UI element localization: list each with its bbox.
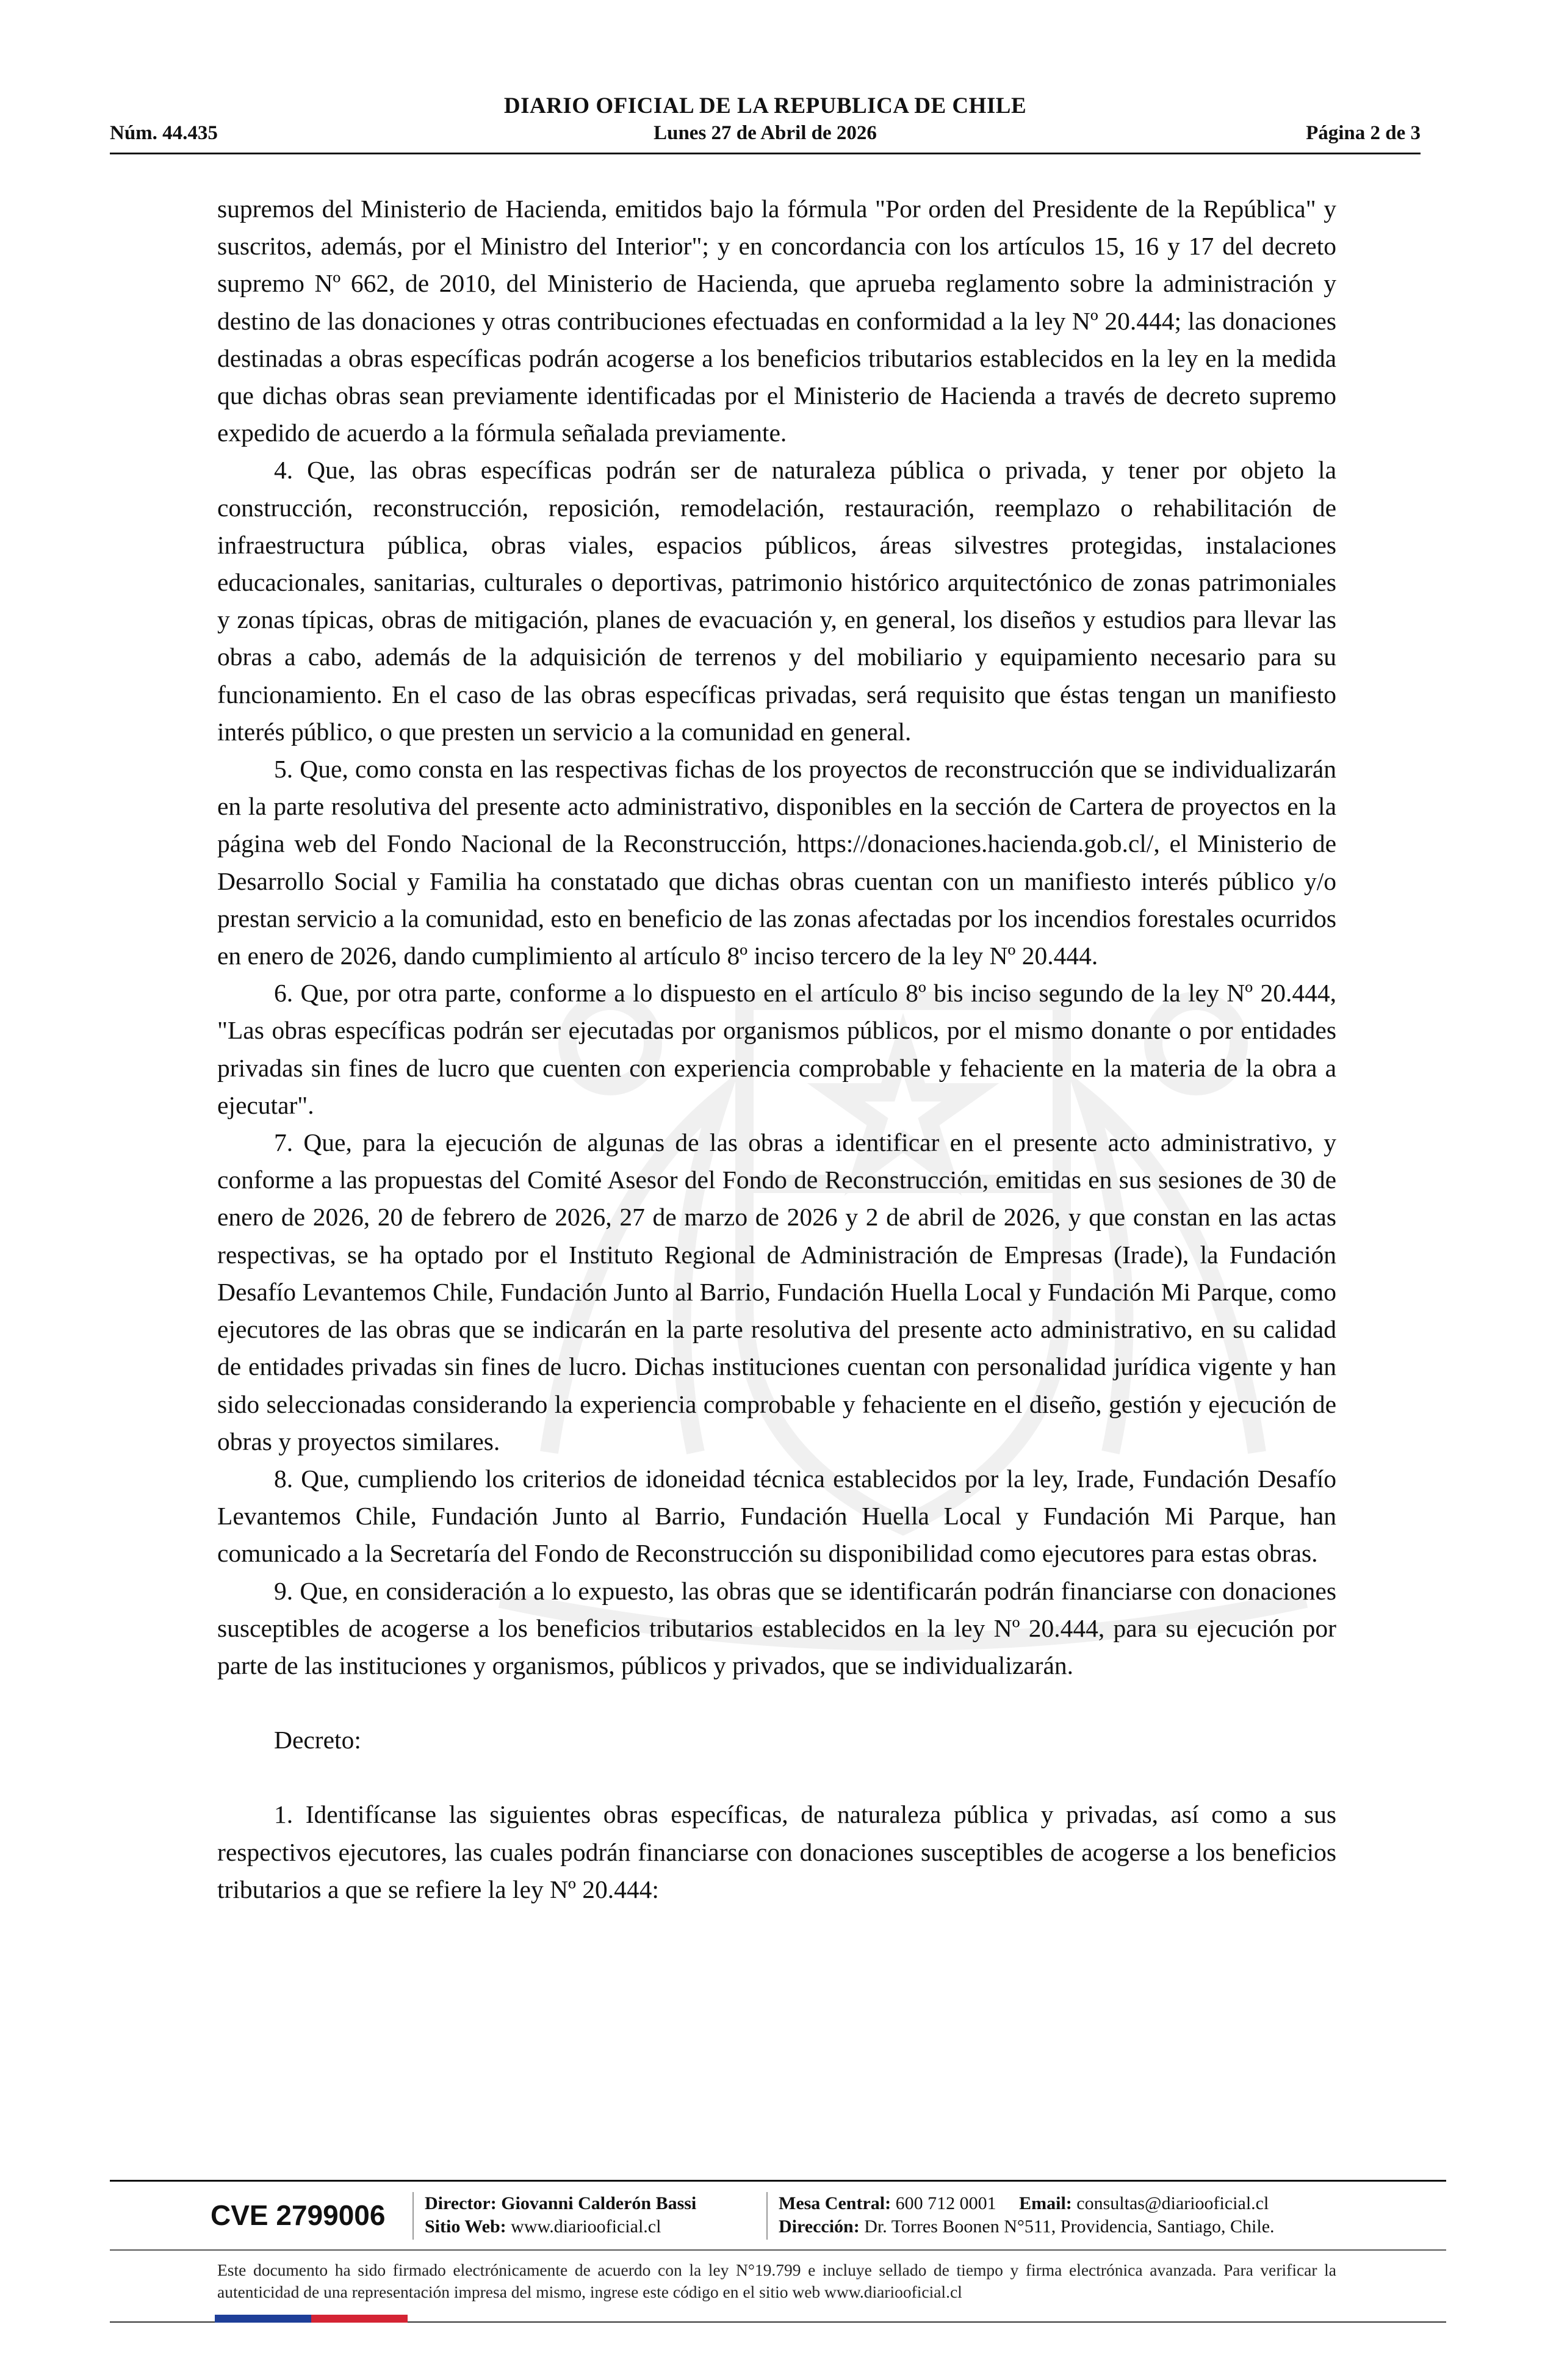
body-paragraph: supremos del Ministerio de Hacienda, emitidos bajo la fórmula "Por orden del Presidente de la República" y suscritos, además, por el Ministro del Interior"; y en concordancia con los artículos 15, 16 y 17 del decreto supremo Nº 662, de 2010, del Ministerio de Hacienda, que aprueba reglamento sobre la administración y destino de las donaciones y otras contribuciones efectuadas en conformidad a la ley Nº 20.444; las donaciones destinadas a obras específicas podrán acogerse a los beneficios tributarios establecidos en la ley en la medida que dichas obras sean previamente identificadas por el Ministerio de Hacienda a través de decreto supremo expedido de acuerdo a la fórmula señalada previamente. <box>217 195 1336 447</box>
newspaper-title: DIARIO OFICIAL DE LA REPUBLICA DE CHILE <box>503 93 1027 118</box>
flag-red-segment <box>311 2315 408 2323</box>
page-indicator: Página 2 de 3 <box>1306 122 1421 144</box>
site-line <box>425 2215 661 2238</box>
issue-date: Lunes 27 de Abril de 2026 <box>654 122 877 144</box>
site-link[interactable]: www.diariooficial.cl <box>511 2216 661 2237</box>
decreto-paragraph: 1. Identifícanse las siguientes obras específicas, de naturaleza pública y privadas, así como a sus respectivos ejecutores, las cuales podrán financiarse con donaciones susceptibles de acogerse a los beneficios tributarios a que se refiere la ley Nº 20.444: <box>217 1800 1336 1903</box>
email-link[interactable]: consultas@diariooficial.cl <box>1076 2193 1269 2213</box>
footer-divider <box>110 2180 1446 2182</box>
flag-stripe <box>215 2315 408 2323</box>
cve-code: CVE 2799006 <box>211 2199 386 2231</box>
legal-notice: Este documento ha sido firmado electrónicamente de acuerdo con la ley N°19.799 e incluye sellado de tiempo y firma electrónica avanzada. Para verificar la autenticidad de una representación impresa del mismo, ingrese este código en el sitio web www.diariooficial.cl <box>217 2260 1336 2301</box>
footer-separator <box>766 2192 768 2240</box>
director-label: Director: <box>425 2193 497 2213</box>
contact-line <box>779 2192 1269 2215</box>
body-paragraph: 7. Que, para la ejecución de algunas de las obras a identificar en el presente acto administrativo, y conforme a las propuestas del Comité Asesor del Fondo de Reconstrucción, emitidas en sus sesiones de 30 de enero de 2026, 20 de febrero de 2026, 27 de marzo de 2026 y 2 de abril de 2026, y que constan en las actas respectivas, se ha optado por el Instituto Regional de Administración de Empresas (Irade), la Fundación Desafío Levantemos Chile, Fundación Junto al Barrio, Fundación Huella Local y Fundación Mi Parque, como ejecutores de las obras que se indicarán en la parte resolutiva del presente acto administrativo, en su calidad de entidades privadas sin fines de lucro. Dichas instituciones cuentan con personalidad jurídica vigente y han sido seleccionadas considerando la experiencia comprobable y fehaciente en el diseño, gestión y ejecución de obras y proyectos similares. <box>217 1128 1336 1455</box>
body-paragraph: 9. Que, en consideración a lo expuesto, las obras que se identificarán podrán financiarse con donaciones susceptibles de acogerse a los beneficios tributarios establecidos en la ley Nº 20.444, para su ejecución por parte de las instituciones y organismos, públicos y privados, que se individualizarán. <box>217 1576 1336 1679</box>
mesa-label: Mesa Central: <box>779 2193 891 2213</box>
director-name: Giovanni Calderón Bassi <box>501 2193 697 2213</box>
body-paragraph: 4. Que, las obras específicas podrán ser de naturaleza pública o privada, y tener por objeto la construcción, reconstrucción, reposición, remodelación, restauración, reemplazo o rehabilitación de infraestructura pública, obras viales, espacios públicos, áreas silvestres protegidas, instalaciones educacionales, sanitarias, culturales o deportivas, patrimonio histórico arquitectónico de zonas patrimoniales y zonas típicas, obras de mitigación, planes de evacuación y, en general, los diseños y estudios para llevar las obras a cabo, además de la adquisición de terrenos y del mobiliario y equipamiento necesario para su funcionamiento. En el caso de las obras específicas privadas, será requisito que éstas tengan un manifiesto interés público, o que presten un servicio a la comunidad en general. <box>217 456 1336 746</box>
decreto-heading: Decreto: <box>274 1726 361 1754</box>
header-divider <box>110 153 1421 154</box>
issue-number: Núm. 44.435 <box>110 122 218 144</box>
mesa-phone: 600 712 0001 <box>895 2193 996 2213</box>
address-label: Dirección: <box>779 2216 860 2237</box>
body-paragraph: 8. Que, cumpliendo los criterios de idoneidad técnica establecidos por la ley, Irade, Fundación Desafío Levantemos Chile, Fundación Junto al Barrio, Fundación Huella Local y Fundación Mi Parque, han comunicado a la Secretaría del Fondo de Reconstrucción su disponibilidad como ejecutores para estas obras. <box>217 1464 1336 1568</box>
email-label: Email: <box>1019 2193 1072 2213</box>
cve-box <box>211 2190 409 2241</box>
address-value: Dr. Torres Boonen N°511, Providencia, Santiago, Chile. <box>864 2216 1275 2237</box>
footer-divider-secondary <box>110 2249 1446 2251</box>
body-paragraph: 5. Que, como consta en las respectivas fichas de los proyectos de reconstrucción que se individualizarán en la parte resolutiva del presente acto administrativo, disponibles en la sección de Cartera de proyectos en la página web del Fondo Nacional de la Reconstrucción, https://donaciones.hacienda.gob.cl/, el Ministerio de Desarrollo Social y Familia ha constatado que dichas obras cuentan con un manifiesto interés público y/o prestan servicio a la comunidad, esto en beneficio de las zonas afectadas por los incendios forestales ocurridos en enero de 2026, dando cumplimiento al artículo 8º inciso tercero de la ley Nº 20.444. <box>217 755 1336 970</box>
flag-blue-segment <box>215 2315 311 2323</box>
page-header <box>110 93 1421 151</box>
document-body <box>217 190 1336 1908</box>
director-line <box>425 2192 696 2215</box>
address-line <box>779 2215 1275 2238</box>
site-label: Sitio Web: <box>425 2216 506 2237</box>
body-paragraph: 6. Que, por otra parte, conforme a lo dispuesto en el artículo 8º bis inciso segundo de la ley Nº 20.444, "Las obras específicas podrán ser ejecutadas por organismos públicos, por el mismo donante o por entidades privadas sin fines de lucro que cuenten con experiencia comprobable y fehaciente en la materia de la obra a ejecutar". <box>217 979 1336 1119</box>
footer-separator <box>412 2192 414 2240</box>
